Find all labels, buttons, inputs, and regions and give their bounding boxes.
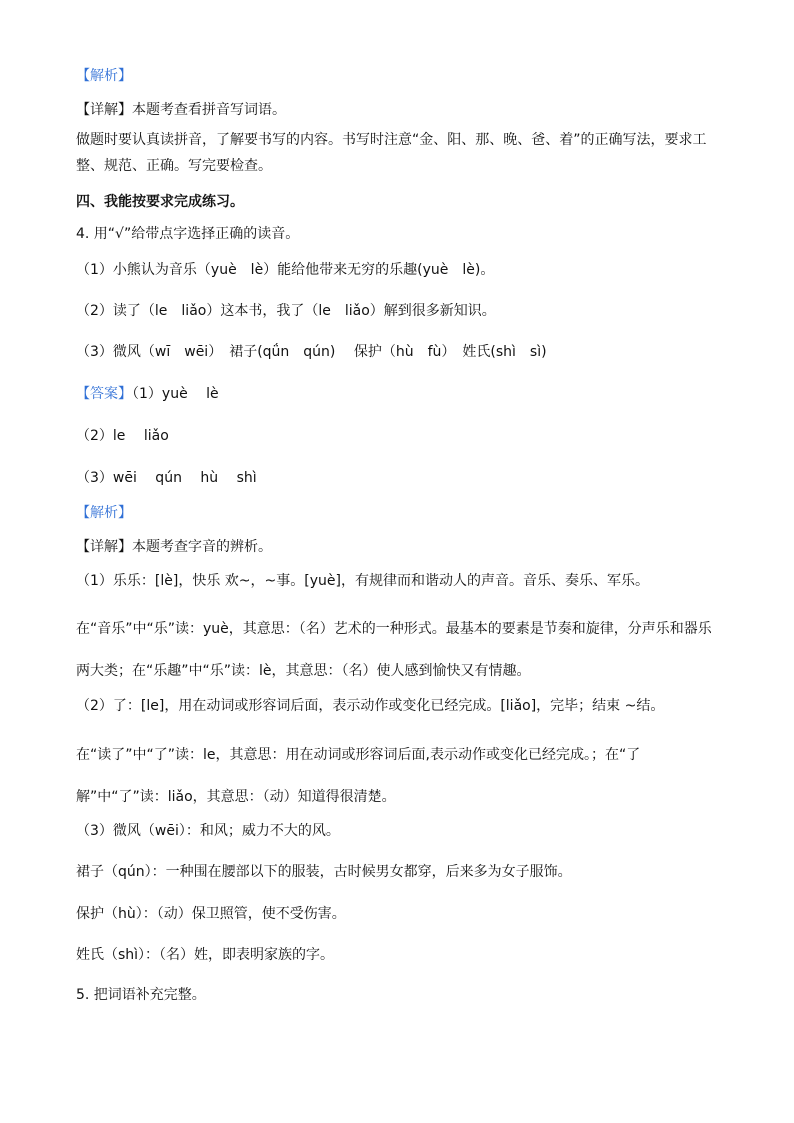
detail-line-2 [76,537,272,557]
explanation-p2: 在“音乐”中“乐”读：yuè，其意思：（名）艺术的一种形式。最基本的要素是节奏和旋律，分声乐和器乐两大类；在“乐趣”中“乐”读：lè，其意思：（名）使人感到愉快又有情趣。 [76,621,712,679]
explanation-p7: 保护（hù）：（动）保卫照管，使不受伤害。 [76,906,346,922]
explanation-p6: 裙子（qún）：一种围在腰部以下的服装，古时候男女都穿，后来多为女子服饰。 [76,864,572,880]
question-5-title: 5. 把词语补充完整。 [76,987,206,1003]
detail-text-1: 本题考查看拼音写词语。 [132,102,286,118]
detail-tag-2: 【详解】 [76,539,132,555]
answer-tag: 【答案】 [76,386,132,402]
detail-line-1 [76,100,286,120]
explanation-p8: 姓氏（shì）：（名）姓，即表明家族的字。 [76,947,335,963]
question-4-item-1: （1）小熊认为音乐（yuè lè）能给他带来无穷的乐趣(yuè lè)。 [76,262,495,278]
analysis-tag-1: 【解析】 [76,68,132,84]
explanation-p1: （1）乐乐：[lè]，快乐 欢~，~事。[yuè]，有规律而和谐动人的声音。音乐、奏乐、军乐。 [76,573,649,589]
detail-tag-1: 【详解】 [76,102,132,118]
explanation-p3: （2）了：[le]，用在动词或形容词后面，表示动作或变化已经完成。[liǎo]，完毕；结束 ~结。 [76,698,665,714]
answer-line-1 [76,384,219,404]
analysis-tag-2: 【解析】 [76,505,132,521]
explanation-paragraph-1: 做题时要认真读拼音，了解要书写的内容。书写时注意“金、阳、那、晚、爸、着”的正确写法，要求工整、规范、正确。写完要检查。 [76,132,707,174]
section-heading: 四、我能按要求完成练习。 [76,194,244,210]
answer-3: （3）wēi qún hù shì [76,470,257,486]
detail-text-2: 本题考查字音的辨析。 [132,539,272,555]
question-4-item-3: （3）微风（wī wēi） 裙子(qǘn qún) 保护（hù fù） 姓氏(shì sì) [76,344,547,360]
explanation-p5: （3）微风（wēi）：和风；威力不大的风。 [76,823,340,839]
question-4-item-2: （2）读了（le liǎo）这本书，我了（le liǎo）解到很多新知识。 [76,303,496,319]
question-4-title: 4. 用“√”给带点字选择正确的读音。 [76,226,300,242]
explanation-p4: 在“读了”中“了”读：le，其意思：用在动词或形容词后面,表示动作或变化已经完成。；在“了解”中“了”读：liǎo，其意思：（动）知道得很清楚。 [76,747,641,805]
answer-2: （2）le liǎo [76,428,169,444]
answer-1: （1）yuè lè [132,386,219,402]
